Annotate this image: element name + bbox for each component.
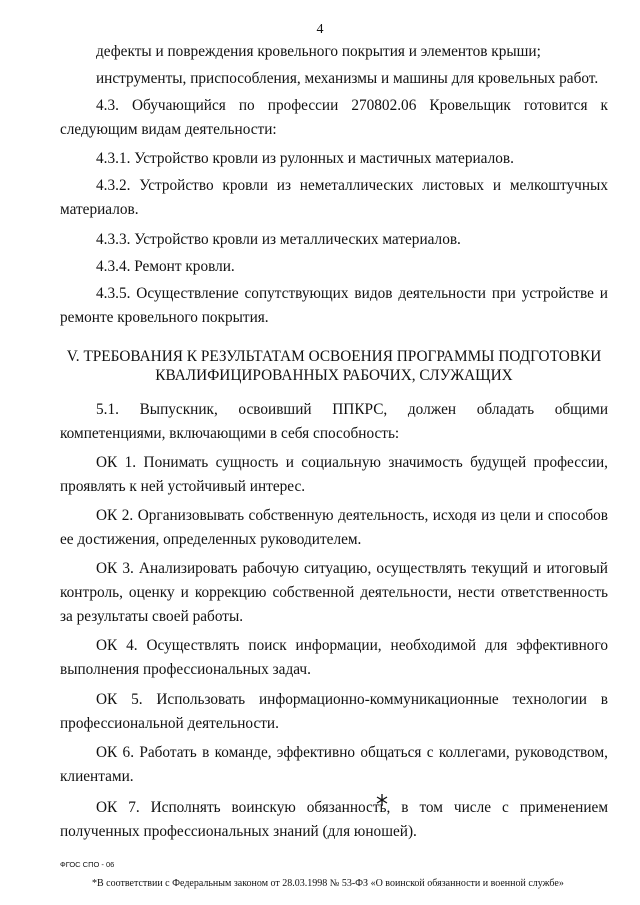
- item-4-3-3: 4.3.3. Устройство кровли из металлических материалов.: [96, 231, 461, 248]
- footnote: *В соответствии с Федеральным законом от 28.03.1998 № 53-ФЗ «О воинской обязанности и военной службе»: [92, 878, 564, 889]
- page-number: 4: [316, 22, 324, 37]
- item-4-3-4: 4.3.4. Ремонт кровли.: [96, 258, 235, 275]
- item-4-3-5: 4.3.5. Осуществление сопутствующих видов деятельности при устройстве и ремонте кровельного покрытия.: [60, 285, 608, 326]
- ok-5: ОК 5. Использовать информационно-коммуникационные технологии в профессиональной деятельности.: [60, 691, 608, 732]
- ok-1: ОК 1. Понимать сущность и социальную значимость будущей профессии, проявлять к ней устойчивый интерес.: [60, 454, 608, 495]
- section-heading-line1: V. ТРЕБОВАНИЯ К РЕЗУЛЬТАТАМ ОСВОЕНИЯ ПРОГРАММЫ ПОДГОТОВКИ: [66, 348, 602, 365]
- standard-label: ФГОС СПО - 06: [60, 860, 115, 869]
- line-defects: дефекты и повреждения кровельного покрытия и элементов крыши;: [96, 43, 541, 60]
- item-5-1: 5.1. Выпускник, освоивший ППКРС, должен обладать общими компетенциями, включающими в себя способность:: [60, 401, 608, 442]
- asterisk-mark-icon: [375, 792, 389, 810]
- section-heading-line2: КВАЛИФИЦИРОВАННЫХ РАБОЧИХ, СЛУЖАЩИХ: [155, 367, 513, 384]
- item-4-3-2: 4.3.2. Устройство кровли из неметаллических листовых и мелкоштучных материалов.: [60, 177, 608, 218]
- ok-2: ОК 2. Организовывать собственную деятельность, исходя из цели и способов ее достижения, определенных руководителем.: [60, 507, 608, 548]
- item-4-3: 4.3. Обучающийся по профессии 270802.06 Кровельщик готовится к следующим видам деятельности:: [60, 97, 608, 138]
- line-tools: инструменты, приспособления, механизмы и машины для кровельных работ.: [96, 70, 599, 87]
- ok-3: ОК 3. Анализировать рабочую ситуацию, осуществлять текущий и итоговый контроль, оценку и коррекцию собственной деятельности, нести ответственность за результаты своей работы.: [60, 560, 608, 625]
- ok-4: ОК 4. Осуществлять поиск информации, необходимой для эффективного выполнения профессиональных задач.: [60, 637, 608, 678]
- ok-7: ОК 7. Исполнять воинскую обязанность, в том числе с применением полученных профессиональных знаний (для юношей).: [60, 799, 608, 840]
- section-heading: [60, 347, 608, 385]
- ok-6: ОК 6. Работать в команде, эффективно общаться с коллегами, руководством, клиентами.: [60, 744, 608, 785]
- item-4-3-1: 4.3.1. Устройство кровли из рулонных и мастичных материалов.: [96, 150, 514, 167]
